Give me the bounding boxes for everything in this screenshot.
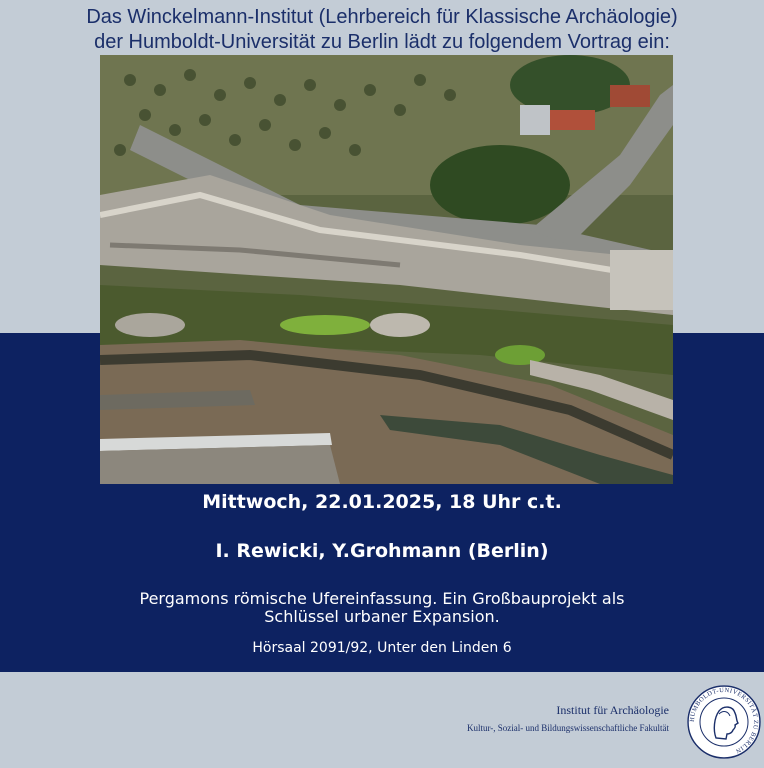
lecture-title [0, 590, 764, 626]
institute-name: Institut für Archäologie [556, 703, 669, 717]
header-line-1: Das Winckelmann-Institut (Lehrbereich für Klassische Archäologie) [86, 6, 678, 28]
event-date: Mittwoch, 22.01.2025, 18 Uhr c.t. [202, 491, 562, 513]
event-location: Hörsaal 2091/92, Unter den Linden 6 [252, 640, 512, 656]
university-seal-logo [686, 684, 762, 760]
event-speakers: I. Rewicki, Y.Grohmann (Berlin) [215, 540, 549, 562]
header-line-2: der Humboldt-Universität zu Berlin lädt zu folgendem Vortrag ein: [94, 31, 670, 53]
invitation-header [0, 5, 764, 55]
svg-text:HUMBOLDT-UNIVERSITÄT ZU BERLIN: HUMBOLDT-UNIVERSITÄT ZU BERLIN [688, 686, 760, 755]
lecture-title-line-2: Schlüssel urbaner Expansion. [264, 607, 500, 626]
excavation-aerial-photo [100, 55, 673, 484]
faculty-name: Kultur-, Sozial- und Bildungswissenschaftliche Fakultät [466, 723, 669, 733]
footer-band [0, 672, 764, 768]
lecture-title-line-1: Pergamons römische Ufereinfassung. Ein Großbauprojekt als [139, 589, 625, 608]
